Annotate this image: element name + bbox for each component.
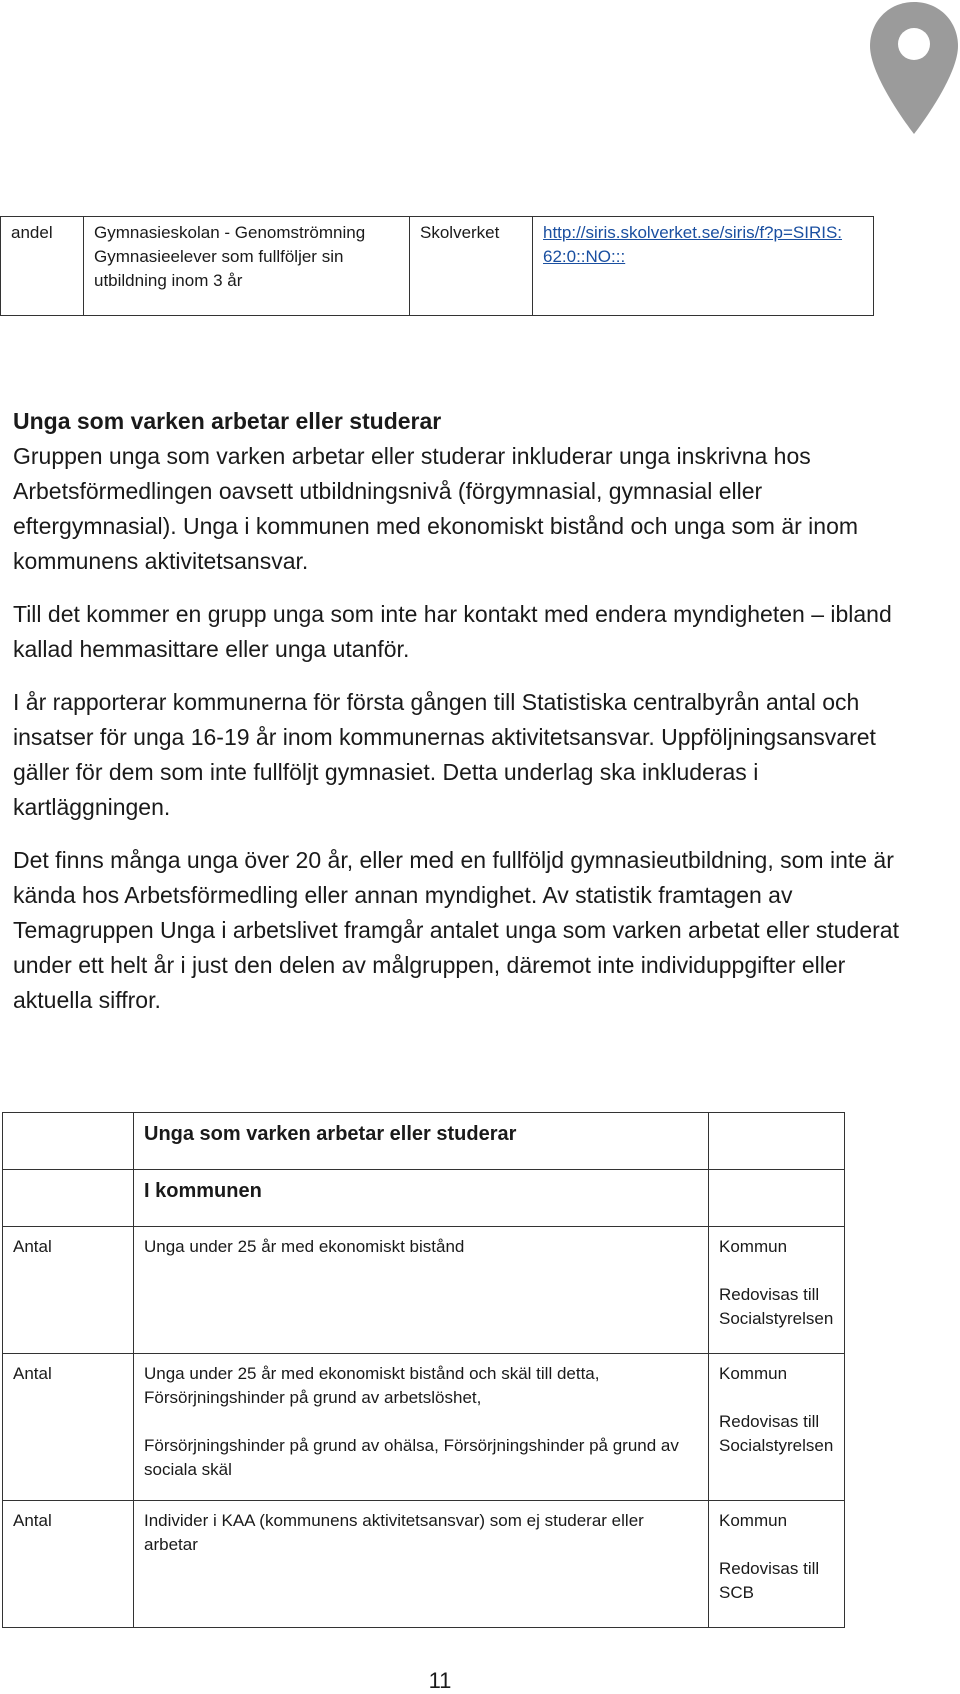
paragraph: Det finns många unga över 20 år, eller med en fullföljd gymnasieutbildning, som inte är kända hos Arbetsförmedling eller annan myndighet. Av statistik framtagen av Temagruppen Unga i arbetslivet framgår antalet unga som varken arbetat eller studerat under ett helt år i just den delen av målgruppen, däremot inte individuppgifter eller aktuella siffror. bbox=[13, 847, 899, 1013]
source-table bbox=[0, 216, 874, 316]
paragraph: Gruppen unga som varken arbetar eller studerar inkluderar unga inskrivna hos Arbetsförmedlingen oavsett utbildningsnivå (förgymnasial, gymnasial eller eftergymnasial). Unga i kommunen med ekonomiskt bistånd och unga som är inom kommunens aktivitetsansvar. bbox=[13, 443, 859, 574]
measure-cell: Antal bbox=[3, 1501, 134, 1628]
empty-cell bbox=[709, 1113, 845, 1170]
description-text: Försörjningshinder på grund av arbetslöshet, bbox=[144, 1388, 482, 1407]
report-to: Redovisas till bbox=[719, 1412, 820, 1431]
paragraph: I år rapporterar kommunerna för första gången till Statistiska centralbyrån antal och insatser för unga 16-19 år inom kommunernas aktivitetsansvar. Uppföljningsansvaret gäller för dem som inte fullföljt gymnasiet. Detta underlag ska inkluderas i kartläggningen. bbox=[13, 689, 876, 820]
description-text: Unga under 25 år med ekonomiskt bistånd bbox=[144, 1237, 465, 1256]
table-header-row bbox=[3, 1170, 845, 1227]
table-row bbox=[3, 1354, 845, 1501]
paragraph: Till det kommer en grupp unga som inte har kontakt med endera myndigheten – ibland kallad hemmasittare eller unga utanför. bbox=[13, 601, 892, 662]
section bbox=[13, 404, 913, 1036]
table-row bbox=[3, 1227, 845, 1354]
description-cell bbox=[134, 1227, 709, 1354]
report-recipient: Socialstyrelsen bbox=[719, 1309, 834, 1328]
empty-cell bbox=[3, 1113, 134, 1170]
description-cell bbox=[134, 1354, 709, 1501]
source-name: Kommun bbox=[719, 1237, 788, 1256]
table-heading: Unga som varken arbetar eller studerar bbox=[134, 1113, 709, 1170]
measure-cell: andel bbox=[1, 217, 84, 316]
report-recipient: SCB bbox=[719, 1583, 754, 1602]
table-row bbox=[3, 1501, 845, 1628]
report-recipient: Socialstyrelsen bbox=[719, 1436, 834, 1455]
source-cell bbox=[709, 1501, 845, 1628]
indicator-desc: Gymnasieelever som fullföljer sin bbox=[94, 247, 344, 266]
source-name: Kommun bbox=[719, 1364, 788, 1383]
description-text: Försörjningshinder på grund av ohälsa, Försörjningshinder på grund av sociala skäl bbox=[144, 1436, 679, 1479]
table-header-row bbox=[3, 1113, 845, 1170]
source-cell bbox=[709, 1354, 845, 1501]
report-to: Redovisas till bbox=[719, 1559, 820, 1578]
report-to: Redovisas till bbox=[719, 1285, 820, 1304]
table-row bbox=[1, 217, 874, 316]
measure-cell: Antal bbox=[3, 1354, 134, 1501]
description-text: Unga under 25 år med ekonomiskt bistånd och skäl till detta, bbox=[144, 1364, 600, 1383]
source-name: Kommun bbox=[719, 1511, 788, 1530]
indicator-desc: utbildning inom 3 år bbox=[94, 271, 243, 290]
link-cell bbox=[533, 217, 874, 316]
measure-cell: Antal bbox=[3, 1227, 134, 1354]
description-text: Individer i KAA (kommunens aktivitetsansvar) som ej studerar eller arbetar bbox=[144, 1511, 644, 1554]
description-cell bbox=[134, 1501, 709, 1628]
section-heading: Unga som varken arbetar eller studerar bbox=[13, 408, 442, 434]
table-subheading: I kommunen bbox=[134, 1170, 709, 1227]
indicator-cell bbox=[84, 217, 410, 316]
empty-cell bbox=[709, 1170, 845, 1227]
source-cell bbox=[709, 1227, 845, 1354]
siris-link-continued[interactable]: 62:0::NO::: bbox=[543, 247, 626, 266]
indicator-table bbox=[2, 1112, 845, 1628]
siris-link[interactable]: http://siris.skolverket.se/siris/f?p=SIRIS: bbox=[543, 223, 843, 242]
source-cell: Skolverket bbox=[410, 217, 533, 316]
map-pin-icon bbox=[868, 0, 960, 140]
indicator-title: Gymnasieskolan - Genomströmning bbox=[94, 223, 366, 242]
empty-cell bbox=[3, 1170, 134, 1227]
page-number: 11 bbox=[428, 1668, 452, 1693]
